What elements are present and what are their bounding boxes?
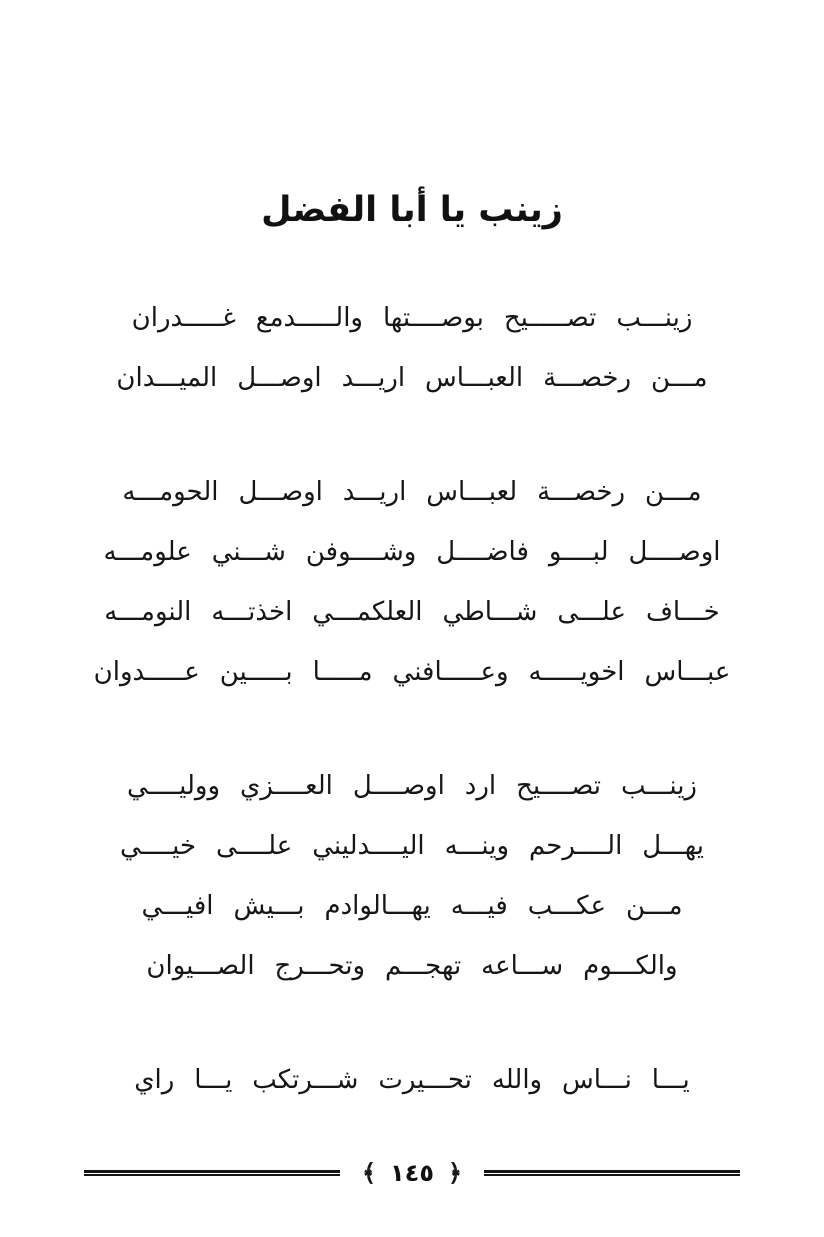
poem-line: مـــن رخصـــة لعبـــاس اريـــد اوصـــل الحومـــه: [122, 477, 702, 507]
poem-line: مـــن رخصـــة العبـــاس اريـــد اوصـــل الميـــدان: [116, 363, 708, 393]
footer-page-number-group: [340, 1161, 484, 1185]
poem-line: عبـــاس اخويـــــه وعـــــافني مـــــا بـــــين عـــــدوان: [93, 657, 731, 687]
footer-rule-right: [484, 1170, 740, 1176]
footer-ornament-right-icon: ﴿: [447, 1159, 463, 1187]
footer-ornament-left-icon: ﴾: [361, 1159, 377, 1187]
page-number: ١٤٥: [390, 1159, 434, 1187]
stanza-2: [85, 462, 739, 702]
poem-line: خـــاف علـــى شـــاطي العلكمـــي اخذتـــه النومـــه: [104, 597, 720, 627]
poem-line: يهـــل الــــرحم وينـــه اليــــدليني علــــى خيــــي: [119, 831, 705, 861]
poem-line: مـــن عكـــب فيـــه يهـــالوادم بـــيش افيـــي: [141, 891, 683, 921]
poem-line: يـــا نـــاس والله تحـــيرت شـــرتكب يـــا راي: [134, 1065, 690, 1095]
poem-body: [85, 288, 739, 1110]
page-content: [0, 190, 824, 1110]
poem-line: زينـــب تصــــيح ارد اوصــــل العــــزي ووليــــي: [127, 771, 697, 801]
footer-rule-left: [84, 1170, 340, 1176]
stanza-4: [85, 1050, 739, 1110]
poem-title: زينب يا أبا الفضل: [261, 190, 563, 230]
page-footer: [0, 1161, 824, 1185]
poem-line: والكـــوم ســـاعه تهجـــم وتحـــرج الصـــيوان: [146, 951, 678, 981]
stanza-3: [85, 756, 739, 996]
poem-line: اوصــــل لبــــو فاضــــل وشــــوفن شـــني علومـــه: [103, 537, 721, 567]
poem-line: زينـــب تصـــــيح بوصــــتها والـــــدمع غـــــدران: [131, 303, 693, 333]
stanza-1: [85, 288, 739, 408]
